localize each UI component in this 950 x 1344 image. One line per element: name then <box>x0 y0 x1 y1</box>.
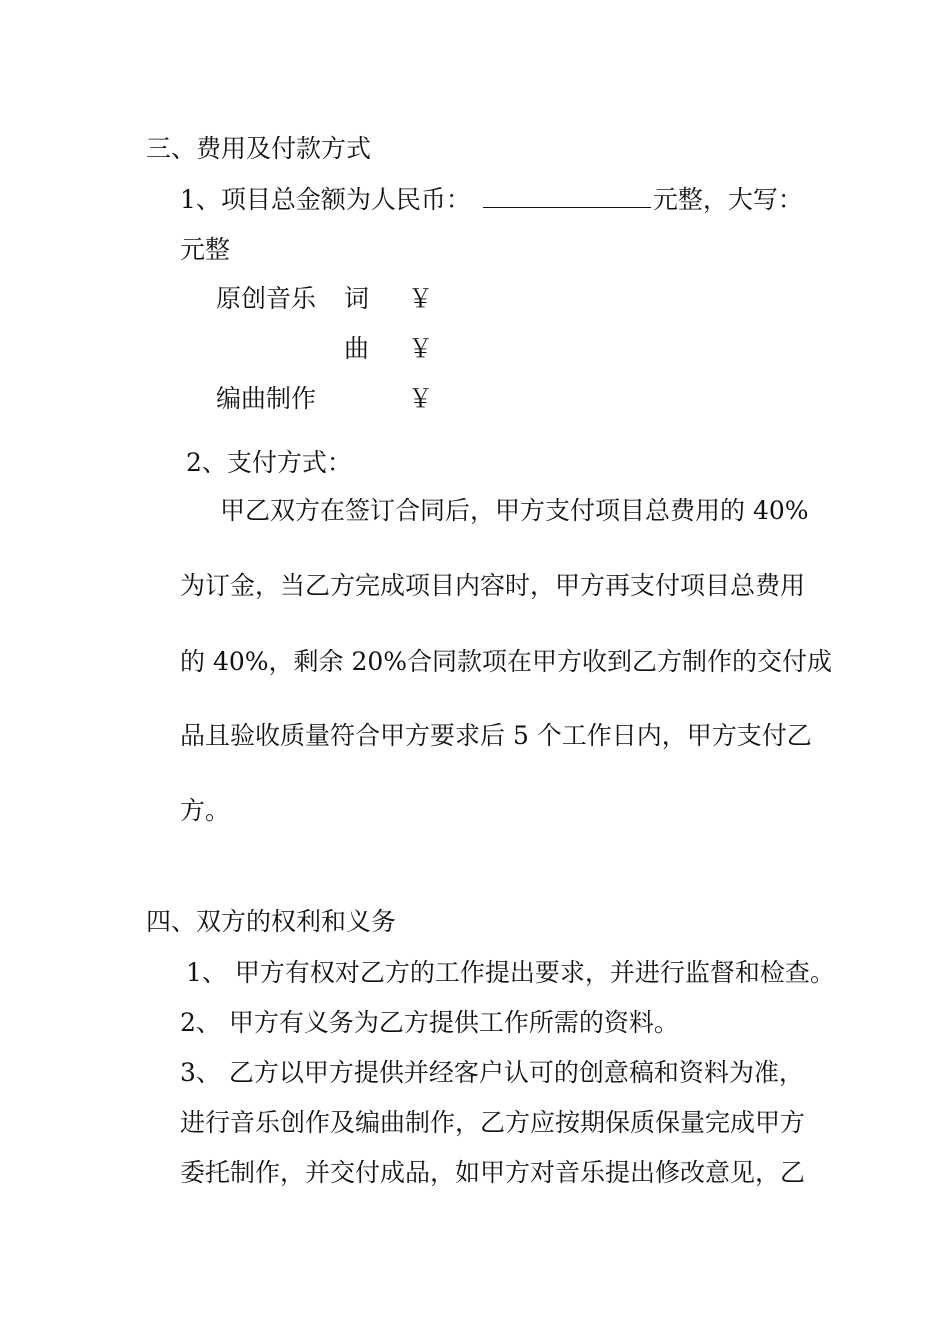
total-amount-line <box>180 185 803 215</box>
composition-label: 曲 <box>344 334 370 363</box>
lyrics-currency: ￥ <box>408 284 434 313</box>
original-music-label: 原创音乐 <box>216 284 317 313</box>
arrangement-label: 编曲制作 <box>216 384 317 413</box>
rights-item-2: 2、 甲方有义务为乙方提供工作所需的资料。 <box>180 1008 679 1037</box>
rights-item-3-line: 委托制作，并交付成品，如甲方对音乐提出修改意见，乙 <box>180 1158 806 1187</box>
section-3-heading: 三、费用及付款方式 <box>146 134 372 163</box>
payment-paragraph-line: 为订金，当乙方完成项目内容时，甲方再支付项目总费用 <box>180 571 806 600</box>
amount-blank-field <box>483 185 651 208</box>
lyrics-label: 词 <box>344 284 370 313</box>
payment-paragraph-line: 的 40%，剩余 20%合同款项在甲方收到乙方制作的交付成 <box>180 647 833 676</box>
section-4-heading: 四、双方的权利和义务 <box>146 907 397 936</box>
rights-item-3-line: 进行音乐创作及编曲制作，乙方应按期保质保量完成甲方 <box>180 1108 806 1137</box>
total-amount-continuation: 元整 <box>180 235 231 264</box>
payment-method-heading: 2、支付方式： <box>186 448 352 477</box>
payment-paragraph-line: 方。 <box>180 796 231 825</box>
payment-paragraph-line: 甲乙双方在签订合同后，甲方支付项目总费用的 40% <box>220 496 809 525</box>
arrangement-currency: ￥ <box>408 384 434 413</box>
total-amount-prefix: 1、项目总金额为人民币： <box>180 185 471 214</box>
composition-currency: ￥ <box>408 334 434 363</box>
rights-item-3-line: 3、 乙方以甲方提供并经客户认可的创意稿和资料为准， <box>180 1058 804 1087</box>
rights-item-1: 1、 甲方有权对乙方的工作提出要求，并进行监督和检查。 <box>186 958 835 987</box>
total-amount-suffix: 元整，大写： <box>652 185 803 214</box>
payment-paragraph-line: 品且验收质量符合甲方要求后 5 个工作日内，甲方支付乙 <box>180 721 812 750</box>
